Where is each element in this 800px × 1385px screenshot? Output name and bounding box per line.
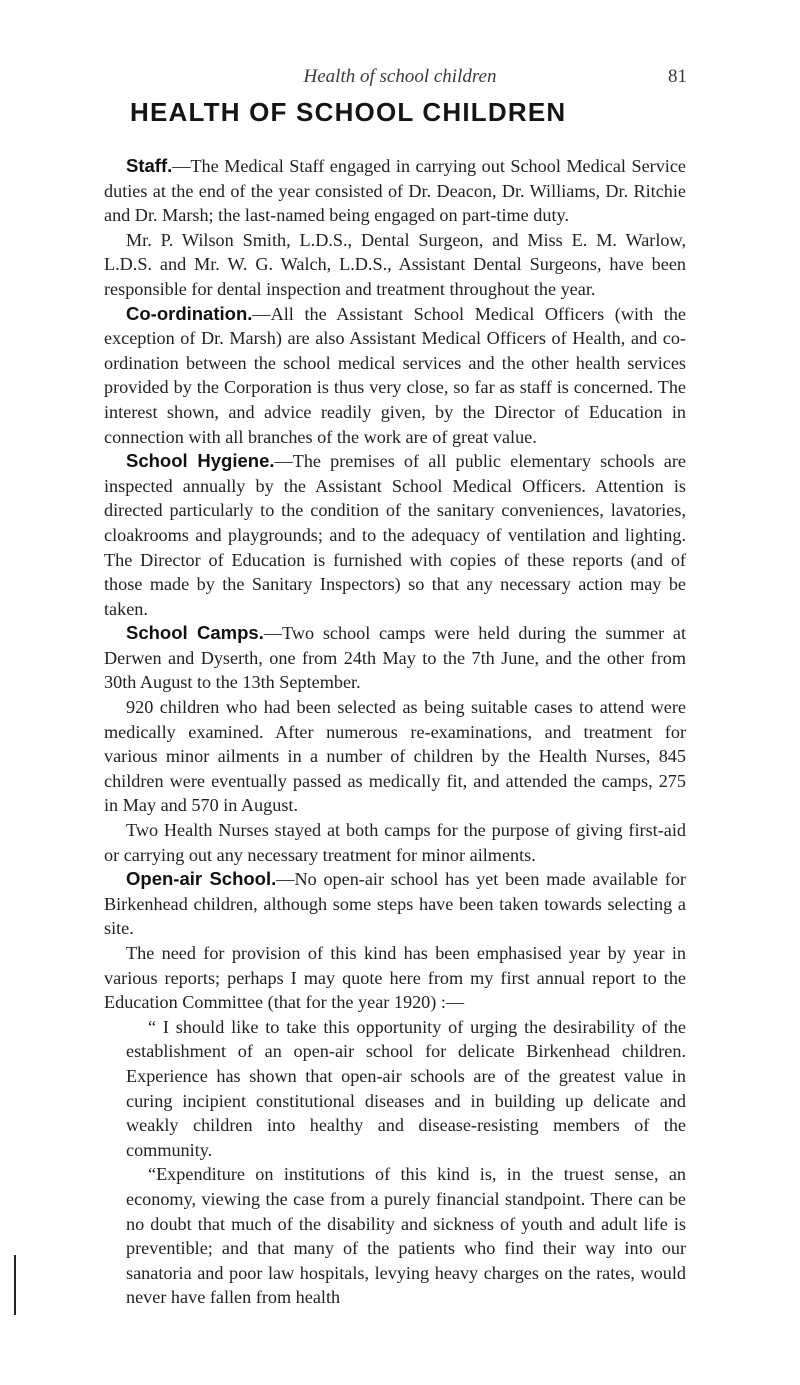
page-number: 81 — [668, 66, 687, 87]
camps-exam-paragraph: 920 children who had been selected as being suitable cases to attend were medically examined. After numerous re-examinations, and treatment for various minor ailments in a number of children by the Health Nurses, 845 children were eventually passed as medically fit, and attended the camps, 275 in May and 570 in August. — [104, 697, 686, 816]
openair-heading: Open-air School. — [126, 868, 277, 890]
openair-need-paragraph: The need for provision of this kind has been emphasised year by year in various reports; perhaps I may quote here from my first annual report to the Education Committee (that for the year 1920) :— — [104, 943, 686, 1013]
hygiene-text: —The premises of all public elementary schools are inspected annually by the Assistant School Medical Officers. Attention is directed particularly to the condition of the sanitary conveniences, lavatories, cloakrooms and playgrounds; and to the adequacy of ventilation and lighting. The Director of Education is furnished with copies of these reports (and of those made by the Sanitary Inspectors) so that any necessary action may be taken. — [104, 451, 686, 619]
page-title: HEALTH OF SCHOOL CHILDREN — [130, 97, 567, 127]
margin-rule — [14, 1255, 16, 1315]
dental-paragraph: Mr. P. Wilson Smith, L.D.S., Dental Surgeon, and Miss E. M. Warlow, L.D.S. and Mr. W. G. Walch, L.D.S., Assistant Dental Surgeons, have been responsible for dental inspection and treatment throughout the year. — [104, 229, 686, 299]
openair-text: —No open-air school has yet been made available for Birkenhead children, although some steps have been taken towards selecting a site. — [104, 869, 686, 939]
running-head: Health of school children — [303, 66, 497, 87]
camps-paragraph — [104, 621, 686, 695]
openair-paragraph — [104, 867, 686, 941]
coordination-text: —All the Assistant School Medical Officers (with the exception of Dr. Marsh) are also Assistant Medical Officers of Health, and co-ordination between the school medical services and the other health services provided by the Corporation is thus very close, so far as staff is concerned. The interest shown, and advice readily given, by the Director of Education in connection with all branches of the work are of great value. — [104, 303, 686, 447]
quote-paragraph-2: “Expenditure on institutions of this kind is, in the truest sense, an economy, viewing the case from a purely financial standpoint. There can be no doubt that much of the disability and sickness of youth and adult life is preventible; and that many of the patients who find their way into our sanatoria and poor law hospitals, levying heavy charges on the rates, would never have fallen from health — [126, 1164, 686, 1308]
camps-text: —Two school camps were held during the summer at Derwen and Dyserth, one from 24th May to the 7th June, and the other from 30th August to the 13th September. — [104, 623, 686, 693]
camps-nurses-paragraph: Two Health Nurses stayed at both camps for the purpose of giving first-aid or carrying out any necessary treatment for minor ailments. — [104, 820, 686, 865]
staff-heading: Staff. — [126, 155, 173, 176]
coordination-paragraph — [104, 302, 686, 450]
hygiene-heading: School Hygiene. — [126, 450, 275, 472]
staff-paragraph — [104, 154, 686, 228]
staff-text: —The Medical Staff engaged in carrying out School Medical Service duties at the end of the year consisted of Dr. Deacon, Dr. Williams, Dr. Ritchie and Dr. Marsh; the last-named being engaged on part-time duty. — [104, 156, 686, 226]
body-text — [104, 154, 686, 1310]
camps-heading: School Camps. — [126, 622, 264, 644]
coordination-heading: Co-ordination. — [126, 302, 253, 324]
hygiene-paragraph — [104, 449, 686, 621]
quote-paragraph-1: “ I should like to take this opportunity of urging the desirability of the establishment of an open-air school for delicate Birkenhead children. Experience has shown that open-air schools are of the greatest value in curing incipient constitutional diseases and in building up delicate and weakly children into healthy and disease-resisting members of the community. — [126, 1016, 686, 1160]
